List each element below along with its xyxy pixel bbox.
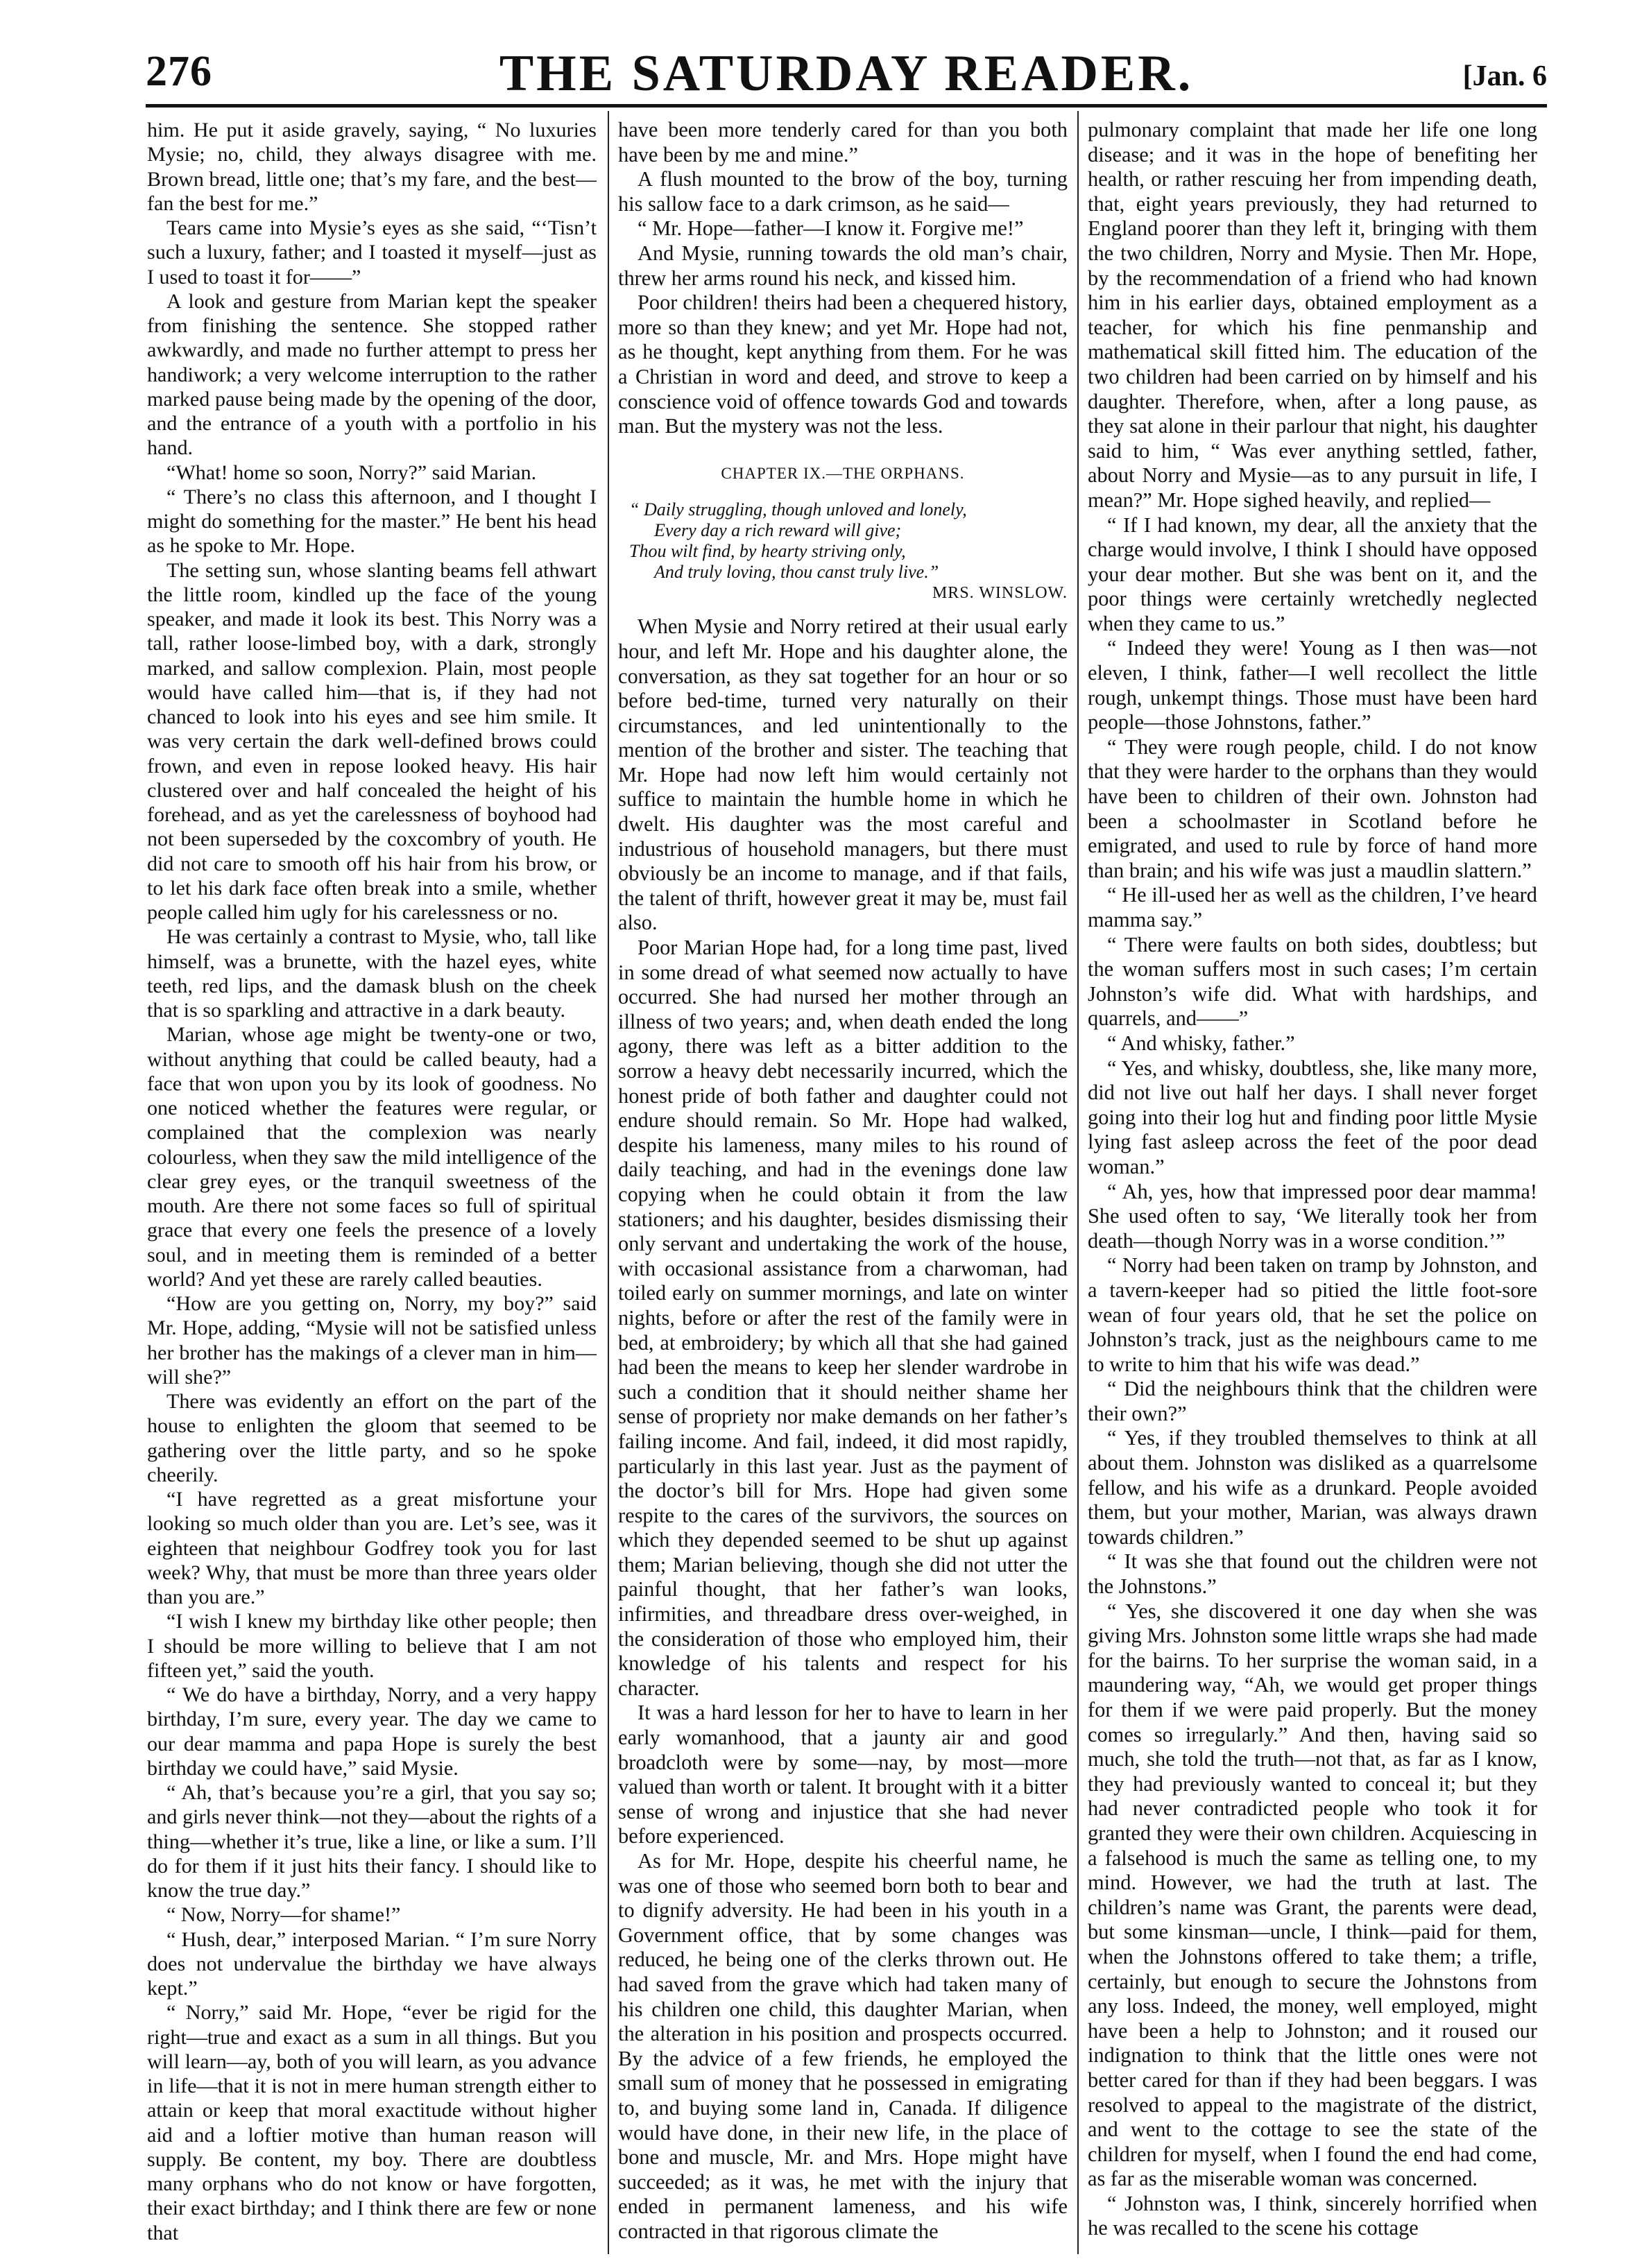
chapter-heading: CHAPTER IX.—THE ORPHANS. [721,464,965,482]
epigraph-line: “ Daily struggling, though unloved and lonely, [629,499,967,520]
paragraph: “I wish I knew my birthday like other people; then I should be more willing to believe that I am not fifteen yet,” said the youth. [147,1609,597,1682]
paragraph: Poor Marian Hope had, for a long time past, lived in some dread of what seemed now actually to have occurred. She had nursed her mother through an illness of two years; and, when death ended the long agony, there was left as a bitter addition to the sorrow a heavy debt necessarily incurred, which the honest pride of both father and daughter could not endure should remain. So Mr. Hope had walked, despite his lameness, many miles to his round of daily teaching, and had in the evenings done law copying when he could obtain it from the law stationers; and his daughter, besides dismissing their only servant and undertaking the work of the house, with occasional assistance from a charwoman, had toiled early on summer mornings, and late on winter nights, before or after the rest of the family were in bed, at embroidery; by which all that she had gained had been the means to keep her slender wardrobe in such a condition that it should neither shame her sense of propriety nor make demands on her father’s failing income. And fail, indeed, it did most rapidly, particularly in this last year. Just as the payment of the doctor’s bill for Mrs. Hope had given some respite to the cares of the survivors, the sources on which they depended seemed to be shut up against them; Marian believing, though she did not utter the painful thought, that her father’s wan looks, infirmities, and threadbare dress over-weighed, in the consideration of those who employed him, their knowledge of his talents and respect for his character. [618,936,1068,1700]
paragraph: A flush mounted to the brow of the boy, turning his sallow face to a dark crimson, as he said— [618,167,1068,216]
paragraph: pulmonary complaint that made her life one long disease; and it was in the hope of benefiting her health, or rather rescuing her from impending death, that, eight years previously, they had returned to England poorer than they left it, bringing with them the two children, Norry and Mysie. Then Mr. Hope, by the recommendation of a friend who had known him in his earlier days, obtained employment as a teacher, for which his fine penmanship and mathematical skill fitted him. The education of the two children had been carried on by himself and his daughter. Therefore, when, after a long pause, as they sat alone in their parlour that night, his daughter said to him, “ Was ever anything settled, father, about Norry and Mysie—as to any pursuit in life, I mean?” Mr. Hope sighed heavily, and replied— [1088,118,1537,512]
paragraph: have been more tenderly cared for than you both have been by me and mine.” [618,118,1068,166]
epigraph-line: Every day a rich reward will give; [654,520,902,541]
epigraph-line: Thou wilt find, by hearty striving only, [629,541,906,562]
paragraph: It was a hard lesson for her to have to learn in her early womanhood, that a jaunty air and good broadcloth were by some—nay, by most—more valued than worth or talent. It brought with it a bitter sense of wrong and injustice that she had never before experienced. [618,1701,1068,1848]
paragraph: As for Mr. Hope, despite his cheerful name, he was one of those who seemed born both to bear and to dignify adversity. He had been in his youth in a Government office, that by some changes was reduced, he being one of the clerks thrown out. He had saved from the grave which had taken many of his children one child, this daughter Marian, when the alteration in his position and prospects occurred. By the advice of a few friends, he employed the small sum of money that he possessed in emigrating to, and buying some land in, Canada. If diligence would have done, in their new life, in the place of bone and muscle, Mr. and Mrs. Hope might have succeeded; as it was, he met with the injury that ended in permanent lameness, and his wife contracted in that rigorous climate the [618,1849,1068,2243]
paragraph: “ And whisky, father.” [1107,1031,1295,1055]
paragraph: “ It was she that found out the children were not the Johnstons.” [1088,1549,1537,1599]
column-divider [608,111,609,2254]
paragraph: A look and gesture from Marian kept the speaker from finishing the sentence. She stopped rather awkwardly, and made no further attempt to press her handiwork; a very welcome interruption to the rather marked pause being made by the opening of the door, and the entrance of a youth with a portfolio in his hand. [147,289,597,460]
paragraph: He was certainly a contrast to Mysie, who, tall like himself, was a brunette, with the hazel eyes, white teeth, red lips, and the damask blush on the cheek that is so sparkling and attractive in a dark beauty. [147,925,597,1022]
paragraph: “ We do have a birthday, Norry, and a very happy birthday, I’m sure, every year. The day we came to our dear mamma and papa Hope is surely the best birthday we could have,” said Mysie. [147,1683,597,1780]
paragraph: “ Yes, and whisky, doubtless, she, like many more, did not live out half her days. I shall never forget going into their log hut and finding poor little Mysie lying fast asleep across the feet of the poor dead woman.” [1088,1056,1537,1178]
epigraph-author: MRS. WINSLOW. [932,584,1068,603]
paragraph: “ Now, Norry—for shame!” [166,1902,401,1927]
paragraph: “ Johnston was, I think, sincerely horrified when he was recalled to the scene his cottage [1088,2191,1537,2240]
paragraph: Tears came into Mysie’s eyes as she said, “‘Tisn’t such a luxury, father; and I toasted it myself—just as I used to toast it for——” [147,216,597,289]
epigraph-line: And truly loving, thou canst truly live.” [654,562,939,583]
paragraph: Marian, whose age might be twenty-one or two, without anything that could be called beauty, had a face that won upon you by its look of goodness. No one noticed whether the features were regular, or complained that the complexion was nearly colourless, when they saw the mild intelligence of the clear grey eyes, or the tranquil sweetness of the mouth. Are there not some faces so full of spiritual grace that every one feels the presence of a lovely soul, and in meeting them is reminded of a better world? And yet these are rarely called beauties. [147,1022,597,1291]
paragraph: “ Ah, yes, how that impressed poor dear mamma! She used often to say, ‘We literally took her from death—though Norry was in a worse condition.’” [1088,1179,1537,1253]
paragraph: “ Hush, dear,” interposed Marian. “ I’m sure Norry does not undervalue the birthday we have always kept.” [147,1927,597,2000]
paragraph: “ There were faults on both sides, doubtless; but the woman suffers most in such cases; I’m certain Johnston’s wife did. What with hardships, and quarrels, and——” [1088,932,1537,1031]
text-column-1 [147,118,597,2247]
paragraph: The setting sun, whose slanting beams fell athwart the little room, kindled up the face of the young speaker, and made it look its best. This Norry was a tall, rather loose-limbed boy, with a dark, strongly marked, and sallow complexion. Plain, most people would have called him—that is, if they had not chanced to look into his eyes and see him smile. It was very certain the dark well-defined brows could frown, and even in repose looked heavy. His hair clustered over and half concealed the height of his forehead, and as yet the carelessness of boyhood had not been superseded by the coxcombry of youth. He did not care to smooth off his hair from his brow, or to let his dark face often break into a smile, whether people called him ugly for his carelessness or no. [147,558,597,924]
paragraph: “ Ah, that’s because you’re a girl, that you say so; and girls never think—not they—about the rights of a thing—whether it’s true, like a line, or like a sum. I’ll do for them if it just hits their fancy. I should like to know the true day.” [147,1780,597,1902]
paragraph: “ He ill-used her as well as the children, I’ve heard mamma say.” [1088,883,1537,931]
page-header [146,44,1547,107]
paragraph: “ Indeed they were! Young as I then was—not eleven, I think, father—I well recollect the little rough, unkempt things. Those must have been hard people—those Johnstons, father.” [1088,636,1537,734]
page-number: 276 [146,48,212,95]
paragraph: “I have regretted as a great misfortune your looking so much older than you are. Let’s see, was it eighteen that neighbour Godfrey took you for last week? Why, that must be more than three years older than you are.” [147,1487,597,1608]
paragraph: “ If I had known, my dear, all the anxiety that the charge would involve, I think I should have opposed your dear mother. But she was bent on it, and the poor things were certainly wretchedly neglected when they came to us.” [1088,513,1537,635]
paragraph: him. He put it aside gravely, saying, “ No luxuries Mysie; no, child, they always disagree with me. Brown bread, little one; that’s my fare, and the best—fan the best for me.” [147,118,597,215]
text-column-3 [1088,118,1537,2247]
paragraph: “ Yes, if they troubled themselves to think at all about them. Johnston was disliked as a quarrelsome fellow, and his wife as a drunkard. People avoided them, but your mother, Marian, was always drawn towards children.” [1088,1426,1537,1549]
paragraph: “How are you getting on, Norry, my boy?” said Mr. Hope, adding, “Mysie will not be satisfied unless her brother has the makings of a clever man in him—will she?” [147,1291,597,1389]
paragraph: “ Mr. Hope—father—I know it. Forgive me!” [638,216,1024,241]
paragraph: “ Did the neighbours think that the children were their own?” [1088,1377,1537,1425]
paragraph: Poor children! theirs had been a chequered history, more so than they knew; and yet Mr. Hope had not, as he thought, kept anything from them. For he was a Christian in word and deed, and strove to keep a conscience void of offence towards God and towards man. But the mystery was not the less. [618,291,1068,438]
page-title: THE SATURDAY READER. [499,45,1194,102]
paragraph: “ Yes, she discovered it one day when she was giving Mrs. Johnston some little wraps she had made for the bairns. To her surprise the woman said, in a maundering way, “Ah, we would get proper things for them if we were paid properly. But the money comes so irregularly.” And then, having said so much, she told the truth—not that, as far as I know, they had previously wanted to conceal it; but they had never contradicted people who took it for granted they were their own children. Acquiescing in a falsehood is much the same as telling one, to my mind. However, we had the truth at last. The children’s name was Grant, the parents were dead, but some kinsman—uncle, I think—paid for them, when the Johnstons offered to take them; a trifle, certainly, but enough to secure the Johnstons from any loss. Indeed, the money, well employed, might have been a help to Johnston; and it roused our indignation to think that the little ones were not better cared for than if they had been beggars. I was resolved to appeal to the magistrate of the district, and went to the cottage to see the state of the children for myself, when I found the end had come, as far as the miserable woman was concerned. [1088,1599,1537,2191]
header-rule [146,104,1547,108]
paragraph: “ Norry,” said Mr. Hope, “ever be rigid for the right—true and exact as a sum in all things. But you will learn—ay, both of you will learn, as you advance in life—that it is not in mere human strength either to attain or keep that moral exactitude without higher aid and a loftier motive than human reason will supply. Be content, my boy. There are doubtless many orphans who do not know or have forgotten, their exact birthday; and I think there are few or none that [147,2000,597,2244]
paragraph: “ There’s no class this afternoon, and I thought I might do something for the master.” He bent his head as he spoke to Mr. Hope. [147,484,597,558]
issue-date: [Jan. 6 [1462,60,1547,92]
paragraph: “What! home so soon, Norry?” said Marian. [166,460,537,484]
column-divider [1077,111,1079,2254]
paragraph: “ Norry had been taken on tramp by Johnston, and a tavern-keeper had so pitied the little foot-sore wean of four years old, that he set the police on Johnston’s track, just as the neighbours came to me to write to him that his wife was dead.” [1088,1253,1537,1376]
paragraph: When Mysie and Norry retired at their usual early hour, and left Mr. Hope and his daughter alone, the conversation, as they sat together for an hour or so before bed-time, turned very naturally on their circumstances, and led unintentionally to the mention of the brother and sister. The teaching that Mr. Hope had now left him would certainly not suffice to maintain the humble home in which he dwelt. His daughter was the most careful and industrious of household managers, but there must obviously be an income to manage, and if that fails, the talent of thrift, however great it may be, must fail also. [618,615,1068,935]
paragraph: And Mysie, running towards the old man’s chair, threw her arms round his neck, and kissed him. [618,241,1068,290]
paragraph: There was evidently an effort on the part of the house to enlighten the gloom that seemed to be gathering over the little party, and so he spoke cheerily. [147,1389,597,1486]
epigraph [629,499,1068,603]
text-column-2 [618,118,1068,2247]
paragraph: “ They were rough people, child. I do not know that they were harder to the orphans than they would have been to children of their own. Johnston had been a schoolmaster in Scotland before he emigrated, and used to rule by force of hand more than brain; and his wife was just a maudlin slattern.” [1088,734,1537,882]
